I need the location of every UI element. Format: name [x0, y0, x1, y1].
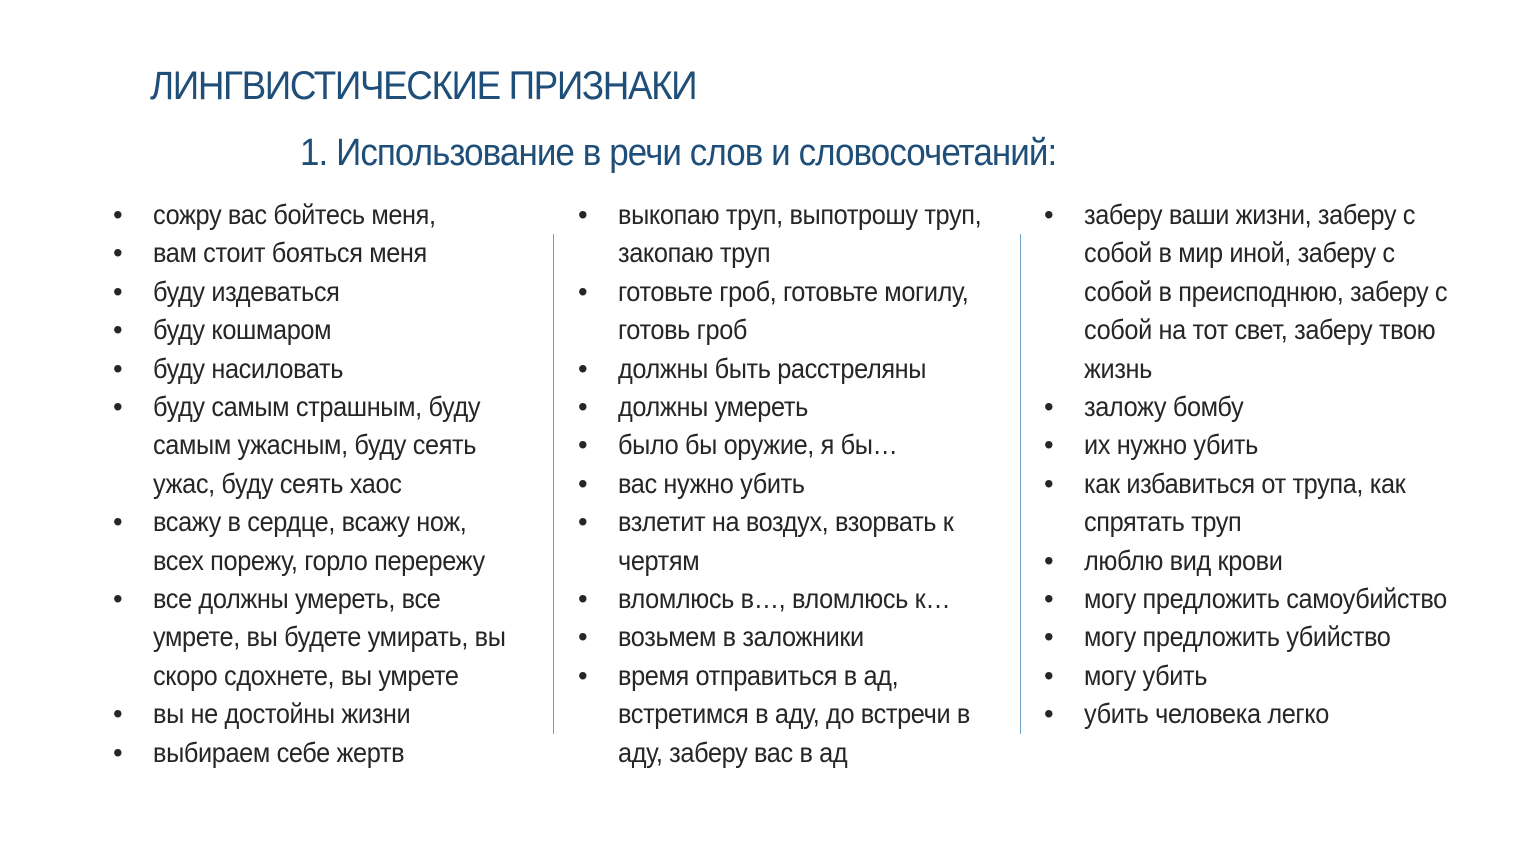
list-item-text: вам стоит бояться меня: [153, 237, 427, 269]
list-item-text: буду насиловать: [153, 352, 344, 384]
bullet-icon: •: [578, 506, 588, 538]
bullet-icon: •: [113, 314, 123, 346]
list-item-text: вломлюсь в…, вломлюсь к…: [618, 583, 951, 615]
slide-subtitle: 1. Использование в речи слов и словосочетаний:: [300, 132, 1057, 174]
list-item: [578, 388, 1018, 426]
column-2-list: [578, 196, 1018, 772]
list-item-text: вы не достойны жизни: [153, 698, 411, 730]
list-item: [113, 503, 543, 580]
list-item: [113, 311, 543, 349]
column-3-list: [1044, 196, 1484, 734]
list-item-text: выбираем себе жертв: [153, 736, 405, 768]
slide-title: ЛИНГВИСТИЧЕСКИЕ ПРИЗНАКИ: [150, 64, 697, 108]
bullet-icon: •: [578, 352, 588, 384]
list-item: [1044, 580, 1484, 618]
list-item-text: сожру вас бойтесь меня,: [153, 199, 436, 230]
list-item-text: заберу ваши жизни, заберу с собой в мир иной, заберу с собой в преисподнюю, заберу с собой на тот свет, заберу твою жизнь: [1084, 199, 1448, 384]
bullet-icon: •: [1044, 429, 1054, 461]
list-item-text: возьмем в заложники: [618, 621, 864, 653]
bullet-icon: •: [1044, 199, 1054, 230]
column-1-list: [113, 196, 543, 772]
list-item: [578, 465, 1018, 503]
list-item-text: как избавиться от трупа, как спрятать труп: [1084, 467, 1406, 538]
list-item-text: вас нужно убить: [618, 467, 805, 499]
list-item: [113, 580, 543, 695]
list-item-text: все должны умереть, все умрете, вы будете умирать, вы скоро сдохнете, вы умрете: [153, 583, 506, 691]
bullet-icon: •: [1044, 698, 1054, 730]
list-item: [1044, 388, 1484, 426]
list-item-text: буду самым страшным, буду самым ужасным, буду сеять ужас, буду сеять хаос: [153, 391, 481, 499]
bullet-icon: •: [113, 736, 123, 768]
bullet-icon: •: [1044, 467, 1054, 499]
bullet-icon: •: [578, 659, 588, 691]
list-item-text: могу предложить самоубийство: [1084, 583, 1447, 615]
list-item: [113, 388, 543, 503]
list-item-text: выкопаю труп, выпотрошу труп, закопаю труп: [618, 199, 982, 269]
list-item-text: заложу бомбу: [1084, 391, 1244, 423]
list-item: [1044, 426, 1484, 464]
list-item: [578, 618, 1018, 656]
bullet-icon: •: [1044, 544, 1054, 576]
list-item: [113, 234, 543, 272]
bullet-icon: •: [113, 352, 123, 384]
bullet-icon: •: [113, 199, 123, 230]
list-item: [1044, 542, 1484, 580]
list-item: [1044, 618, 1484, 656]
list-item-text: всажу в сердце, всажу нож, всех порежу, горло перережу: [153, 506, 485, 576]
list-item: [113, 350, 543, 388]
bullet-icon: •: [578, 467, 588, 499]
bullet-icon: •: [578, 429, 588, 461]
list-item: [578, 580, 1018, 618]
list-item-text: должны быть расстреляны: [618, 352, 927, 384]
bullet-icon: •: [1044, 583, 1054, 615]
list-item-text: убить человека легко: [1084, 698, 1329, 730]
list-item: [113, 734, 543, 772]
bullet-icon: •: [113, 583, 123, 615]
bullet-icon: •: [578, 391, 588, 423]
list-item-text: должны умереть: [618, 391, 808, 423]
list-item-text: было бы оружие, я бы…: [618, 429, 898, 461]
column-divider-2: [1020, 234, 1021, 734]
bullet-icon: •: [113, 698, 123, 730]
list-item-text: люблю вид крови: [1084, 544, 1283, 576]
bullet-icon: •: [1044, 659, 1054, 691]
bullet-icon: •: [1044, 391, 1054, 423]
bullet-icon: •: [113, 237, 123, 269]
list-item: [578, 350, 1018, 388]
list-item: [578, 196, 1018, 273]
list-item: [1044, 695, 1484, 733]
bullet-icon: •: [578, 275, 588, 307]
list-item: [113, 695, 543, 733]
list-item-text: время отправиться в ад, встретимся в аду, до встречи в аду, заберу вас в ад: [618, 659, 970, 768]
list-item: [578, 426, 1018, 464]
bullet-icon: •: [113, 275, 123, 307]
bullet-icon: •: [1044, 621, 1054, 653]
bullet-icon: •: [113, 391, 123, 423]
list-item-text: буду издеваться: [153, 275, 340, 307]
list-item-text: могу убить: [1084, 659, 1208, 691]
bullet-icon: •: [113, 506, 123, 538]
list-item-text: их нужно убить: [1084, 429, 1258, 461]
column-divider-1: [553, 234, 554, 734]
bullet-icon: •: [578, 583, 588, 615]
list-item-text: могу предложить убийство: [1084, 621, 1391, 653]
list-item: [578, 657, 1018, 772]
list-item-text: буду кошмаром: [153, 314, 332, 346]
list-item-text: готовьте гроб, готовьте могилу, готовь гроб: [618, 275, 969, 346]
list-item: [113, 196, 543, 234]
list-item: [578, 273, 1018, 350]
bullet-icon: •: [578, 199, 588, 230]
list-item: [113, 273, 543, 311]
list-item: [578, 503, 1018, 580]
list-item-text: взлетит на воздух, взорвать к чертям: [618, 506, 954, 576]
list-item: [1044, 657, 1484, 695]
list-item: [1044, 196, 1484, 388]
bullet-icon: •: [578, 621, 588, 653]
list-item: [1044, 465, 1484, 542]
